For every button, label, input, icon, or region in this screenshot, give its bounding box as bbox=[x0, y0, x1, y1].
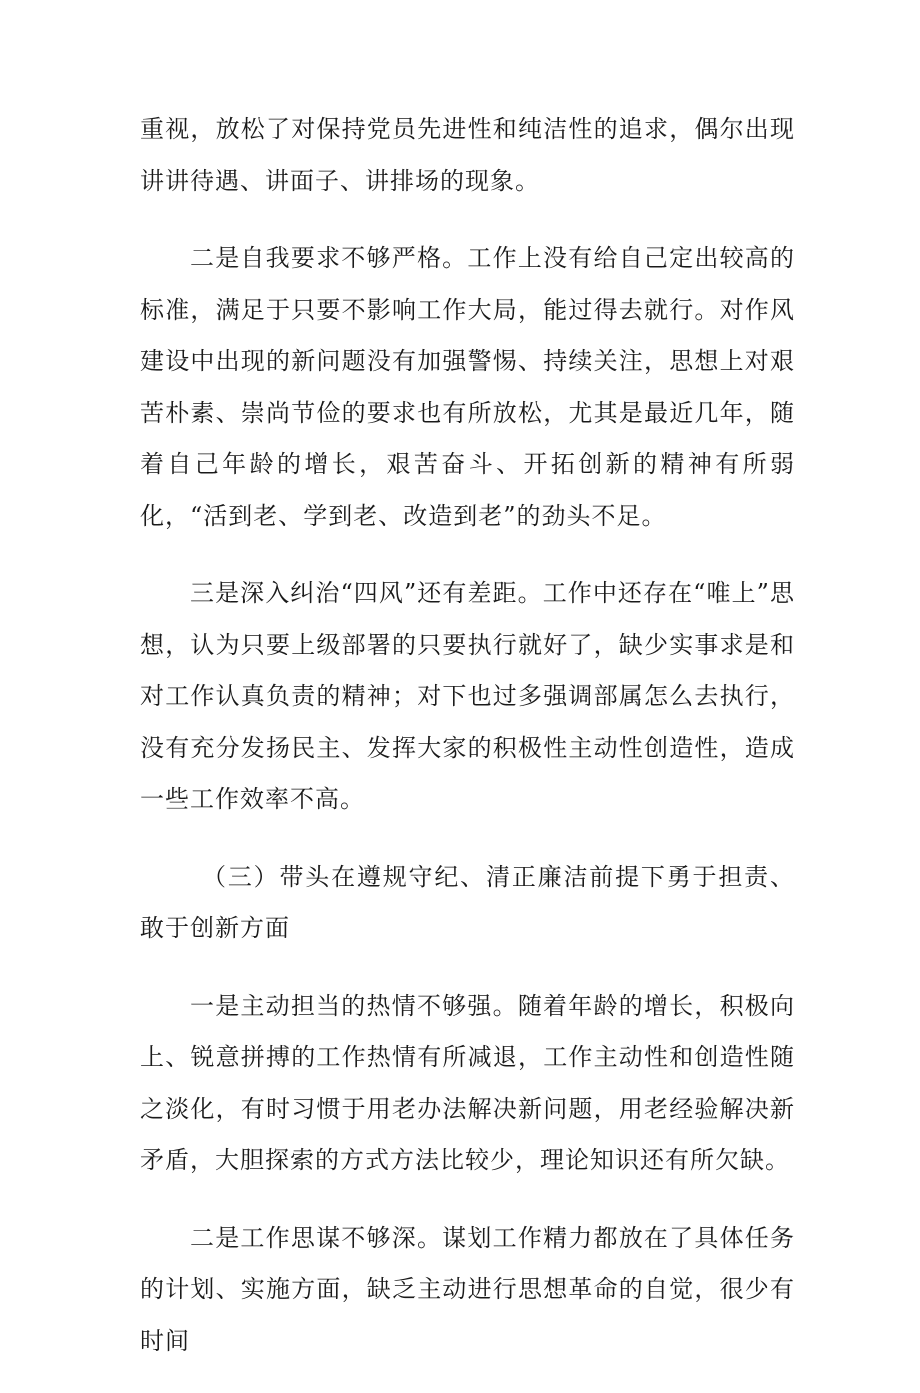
paragraph-continuation: 重视，放松了对保持党员先进性和纯洁性的追求，偶尔出现讲讲待遇、讲面子、讲排场的现象。 bbox=[140, 115, 795, 195]
paragraph-initiative: 一是主动担当的热情不够强。随着年龄的增长，积极向上、锐意拼搏的工作热情有所减退，工作主动性和创造性随之淡化，有时习惯于用老办法解决新问题，用老经验解决新矛盾，大胆探索的方式方法比较少，理论知识还有所欠缺。 bbox=[140, 991, 795, 1174]
paragraph-planning: 二是工作思谋不够深。谋划工作精力都放在了具体任务的计划、实施方面，缺乏主动进行思想革命的自觉，很少有时间 bbox=[140, 1223, 795, 1355]
paragraph-self-requirement: 二是自我要求不够严格。工作上没有给自己定出较高的标准，满足于只要不影响工作大局，能过得去就行。对作风建设中出现的新问题没有加强警惕、持续关注，思想上对艰苦朴素、崇尚节俭的要求也有所放松，尤其是最近几年，随着自己年龄的增长，艰苦奋斗、开拓创新的精神有所弱化，“活到老、学到老、改造到老”的劲头不足。 bbox=[140, 244, 795, 530]
section-heading-3: （三）带头在遵规守纪、清正廉洁前提下勇于担责、敢于创新方面 bbox=[140, 862, 795, 942]
paragraph-four-winds: 三是深入纠治“四风”还有差距。工作中还存在“唯上”思想，认为只要上级部署的只要执行就好了，缺少实事求是和对工作认真负责的精神；对下也过多强调部属怎么去执行，没有充分发扬民主、发挥大家的积极性主动性创造性，造成一些工作效率不高。 bbox=[140, 579, 795, 813]
document-body bbox=[140, 104, 795, 1393]
